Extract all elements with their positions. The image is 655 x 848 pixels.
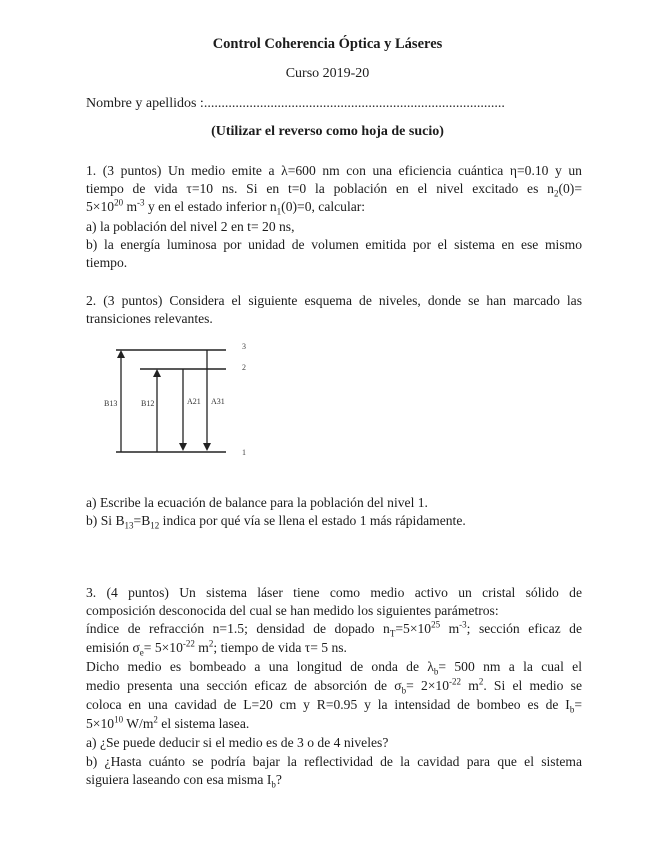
level-3-label: 3 xyxy=(242,342,246,351)
label-b12: B12 xyxy=(141,399,155,408)
level-2-label: 2 xyxy=(242,363,246,372)
q3-line-7: coloca en una cavidad de L=20 cm y R=0.95 y la intensidad de bombeo es de $I_b=$ xyxy=(86,697,582,715)
q2-line-1: 2. (3 puntos) Considera el siguiente esquema de niveles, donde se han marcado las xyxy=(86,293,582,308)
q3-part-a: a) ¿Se puede deducir si el medio es de 3 o de 4 niveles? xyxy=(86,735,389,750)
q3-line-3: índice de refracción n=1.5; densidad de dopado $n_T=5\times 10^{25}$ $m^{-3}$; sección eficaz de xyxy=(86,619,582,639)
q1-line-1: 1. (3 puntos) Un medio emite a λ=600 nm con una eficiencia cuántica η=0.10 y un xyxy=(86,163,582,178)
label-b13: B13 xyxy=(104,399,118,408)
q2-line-2: transiciones relevantes. xyxy=(86,311,213,326)
q1-line-2: tiempo de vida τ=10 ns. Si en t=0 la población en el nivel excitado es $n_2(0)=$ xyxy=(86,181,582,199)
q3-line-5: Dicho medio es bombeado a una longitud de onda de $\lambda_b= 500$ nm a la cual el xyxy=(86,659,582,677)
label-a21: A21 xyxy=(187,397,201,406)
energy-level-diagram xyxy=(100,338,260,463)
q3-part-b-line-1: b) ¿Hasta cuánto se podría bajar la reflectividad de la cavidad para que el sistema xyxy=(86,754,582,769)
instructions-note: (Utilizar el reverso como hoja de sucio) xyxy=(211,124,444,139)
name-label: Nombre y apellidos : xyxy=(86,96,204,111)
label-a31: A31 xyxy=(211,397,225,406)
q3-part-b-line-2: siguiera laseando con esa misma $I_b$? xyxy=(86,772,282,790)
q3-line-1: 3. (4 puntos) Un sistema láser tiene como medio activo un cristal sólido de xyxy=(86,585,582,600)
q1-part-b-line-1: b) la energía luminosa por unidad de volumen emitida por el sistema en ese mismo xyxy=(86,237,582,252)
q3-line-8: $5\times 10^{10}$ $W/m^2$ el sistema lasea. xyxy=(86,714,250,731)
page-title: Control Coherencia Óptica y Láseres xyxy=(212,36,443,52)
q1-line-3: $5\times 10^{20}$ $m^{-3}$ y en el estado inferior $n_1(0)=0$, calcular: xyxy=(86,197,366,217)
q3-line-2: composición desconocida del cual se han medido los siguientes parámetros: xyxy=(86,603,499,618)
q1-part-a: a) la población del nivel 2 en t= 20 ns, xyxy=(86,219,295,234)
q3-line-4: emisión $\sigma_e= 5\times 10^{-22}$ $m^2$; tiempo de vida τ= 5 ns. xyxy=(86,638,347,658)
q2-part-b: b) Si $B_{13}=B_{12}$ indica por qué vía se llena el estado 1 más rápidamente. xyxy=(86,513,466,531)
q2-part-a: a) Escribe la ecuación de balance para la población del nivel 1. xyxy=(86,495,428,510)
q3-line-6: medio presenta una sección eficaz de absorción de $\sigma_b= 2\times 10^{-22}$ $m^2$. Si el medio se xyxy=(86,676,582,696)
q1-part-b-line-2: tiempo. xyxy=(86,255,128,270)
course-year: Curso 2019-20 xyxy=(285,66,370,81)
level-1-label: 1 xyxy=(242,448,246,457)
name-field-line xyxy=(86,96,505,112)
name-dots: ...................................................................................... xyxy=(203,96,505,111)
